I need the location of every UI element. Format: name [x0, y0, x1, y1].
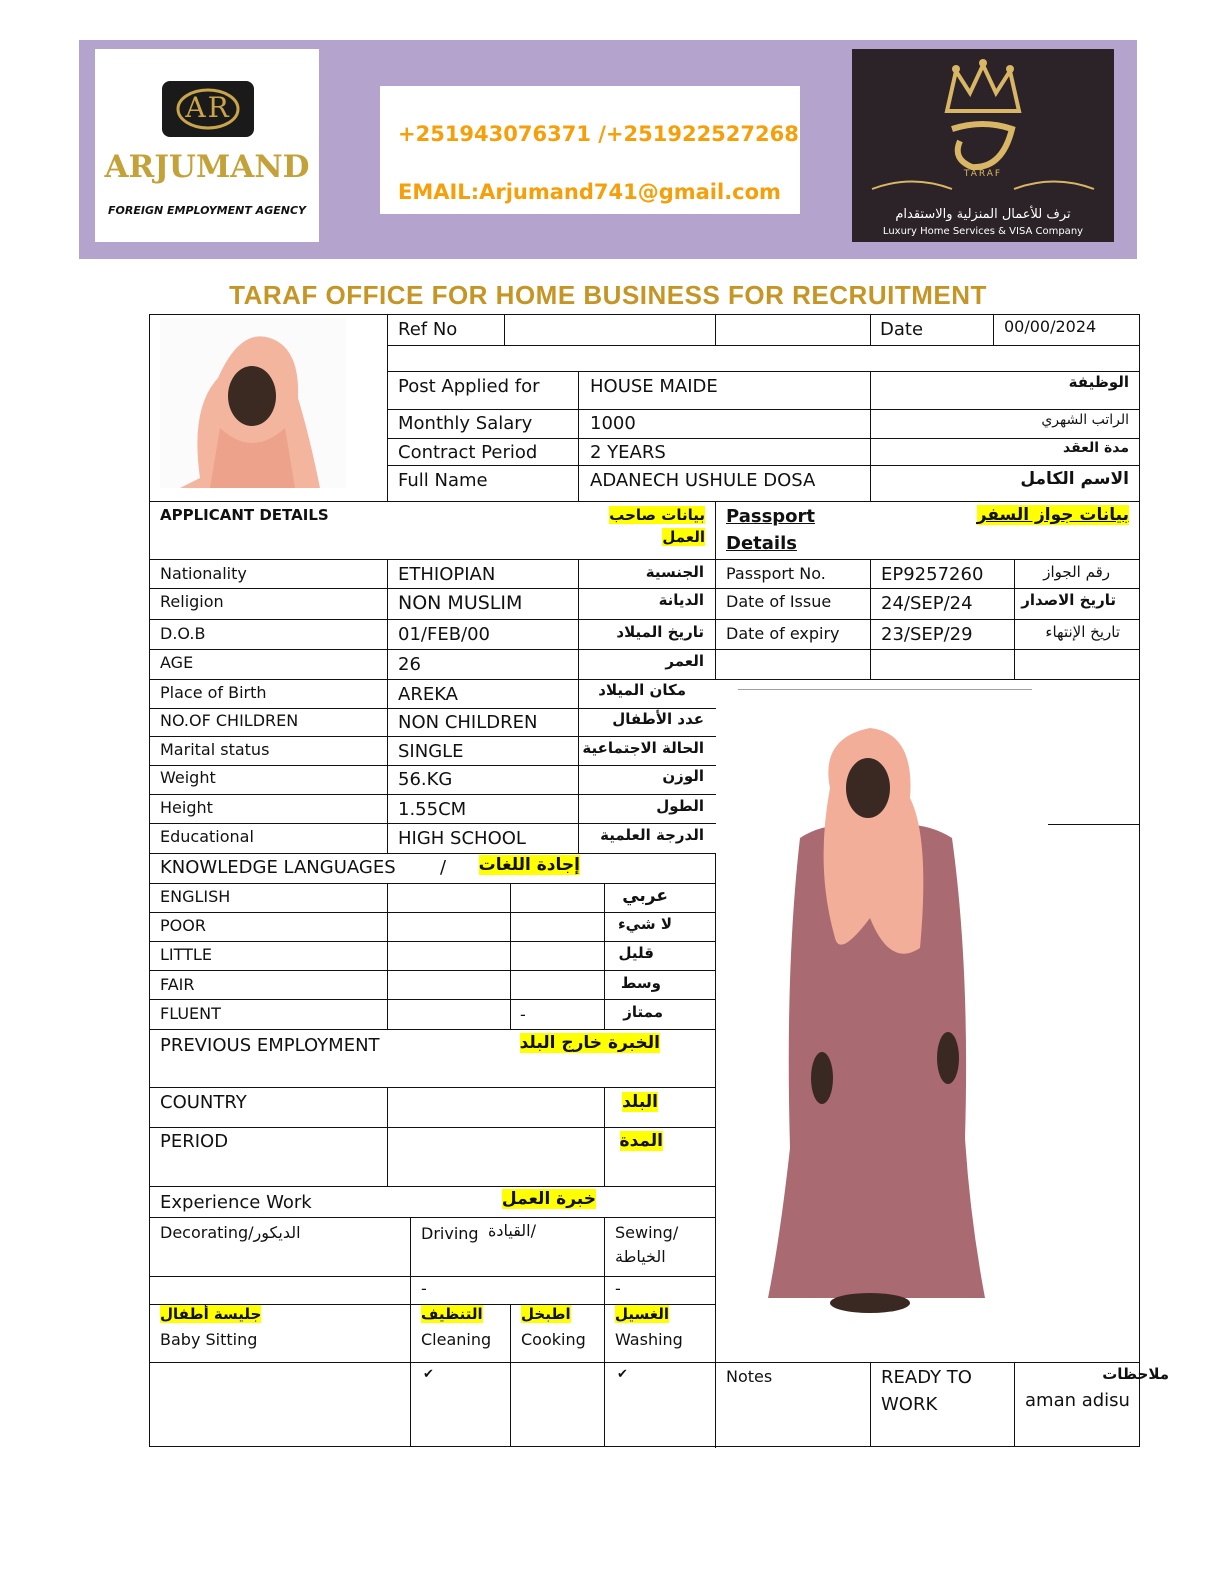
weight-value: 56.KG	[398, 769, 453, 790]
marital-label-ar: الحالة الاجتماعية	[582, 739, 704, 757]
age-label-ar: العمر	[665, 652, 704, 670]
children-label: NO.OF CHILDREN	[160, 711, 299, 730]
marital-label: Marital status	[160, 740, 270, 759]
post-label-ar: الوظيفة	[1068, 373, 1129, 391]
education-value: HIGH SCHOOL	[398, 828, 526, 849]
previous-employment-heading-ar: الخبرة خارج البلد	[519, 1033, 660, 1053]
education-label-ar: الدرجة العلمية	[600, 826, 704, 844]
lang-little-label: LITTLE	[160, 945, 212, 964]
notes-label: Notes	[726, 1367, 773, 1386]
applicant-details-heading: APPLICANT DETAILS	[160, 506, 329, 524]
passport-no-label: Passport No.	[726, 564, 826, 583]
expiry-date-value: 23/SEP/29	[881, 624, 973, 645]
birthplace-value: AREKA	[398, 684, 458, 705]
expiry-date-label: Date of expiry	[726, 624, 840, 643]
lang-fair-label: FAIR	[160, 975, 195, 994]
sewing-label: Sewing/	[615, 1223, 679, 1242]
notes-value-line2: WORK	[881, 1394, 938, 1415]
religion-label-ar: الديانة	[658, 591, 704, 609]
fullname-label: Full Name	[398, 470, 488, 491]
agency-name: ARJUMAND	[104, 149, 310, 185]
date-label: Date	[880, 319, 924, 340]
children-value: NON CHILDREN	[398, 712, 538, 733]
dob-value: 01/FEB/00	[398, 624, 491, 645]
notes-label-ar: ملاحظات	[1102, 1365, 1169, 1383]
driving-label-ar: /القيادة	[488, 1221, 537, 1240]
cooking-label-ar: اطبخل	[521, 1305, 571, 1323]
post-label: Post Applied for	[398, 376, 540, 397]
fullname-value: ADANECH USHULE DOSA	[590, 470, 816, 491]
driving-label: Driving	[421, 1224, 479, 1243]
salary-label-ar: الراتب الشهري	[1041, 412, 1129, 428]
languages-slash: /	[440, 857, 447, 878]
expiry-date-label-ar: تاريخ الإنتهاء	[1045, 623, 1120, 641]
fullname-label-ar: الاسم الكامل	[1020, 469, 1129, 489]
phone-numbers: +251943076371 /+251922527268	[398, 122, 799, 146]
issue-date-label-ar: تاريخ الاصدار	[1021, 591, 1116, 609]
marital-value: SINGLE	[398, 741, 464, 762]
lang-fair-label-ar: وسط	[620, 974, 661, 992]
cleaning-check-icon: ✔	[423, 1367, 434, 1382]
lang-fluent-label: FLUENT	[160, 1004, 221, 1023]
age-label: AGE	[160, 653, 194, 672]
experience-heading: Experience Work	[160, 1192, 312, 1213]
nationality-label: Nationality	[160, 564, 247, 583]
driving-mark: -	[421, 1279, 427, 1298]
applicant-headshot-photo	[160, 318, 346, 488]
religion-label: Religion	[160, 592, 224, 611]
email-address: EMAIL:Arjumand741@gmail.com	[398, 180, 781, 204]
period-label: PERIOD	[160, 1131, 229, 1152]
lang-arabic-label: عربي	[622, 886, 668, 906]
birthplace-label-ar: مكان الميلاد	[598, 681, 686, 699]
post-value: HOUSE MAIDE	[590, 376, 718, 397]
country-label: COUNTRY	[160, 1092, 247, 1113]
languages-heading: KNOWLEDGE LANGUAGES	[160, 857, 396, 878]
issue-date-value: 24/SEP/24	[881, 593, 973, 614]
contract-value: 2 YEARS	[590, 442, 666, 463]
agency-subtitle: FOREIGN EMPLOYMENT AGENCY	[108, 204, 306, 217]
passport-heading-line1: Passport	[726, 506, 816, 527]
children-label-ar: عدد الأطفال	[612, 710, 704, 728]
previous-employment-heading: PREVIOUS EMPLOYMENT	[160, 1035, 380, 1056]
baby-sitting-label-ar: جليسة أطفال	[160, 1305, 262, 1323]
salary-label: Monthly Salary	[398, 413, 533, 434]
salary-value: 1000	[590, 413, 636, 434]
washing-label-ar: الغسيل	[615, 1305, 670, 1323]
date-value: 00/00/2024	[1004, 317, 1097, 336]
passport-heading-line2: Details	[726, 533, 797, 554]
cleaning-label-ar: التنظيف	[421, 1305, 483, 1323]
notes-value-line1: READY TO	[881, 1367, 972, 1388]
applicant-fullbody-photo	[760, 718, 995, 1318]
education-label: Educational	[160, 827, 254, 846]
contract-label-ar: مدة العقد	[1062, 440, 1129, 456]
experience-heading-ar: خبرة العمل	[501, 1189, 596, 1209]
cooking-label: Cooking	[521, 1330, 586, 1349]
taraf-logo	[852, 49, 1114, 242]
dob-label-ar: تاريخ الميلاد	[616, 623, 704, 641]
sewing-mark: -	[615, 1279, 621, 1298]
height-label: Height	[160, 798, 213, 817]
passport-no-label-ar: رقم الجواز	[1043, 563, 1110, 581]
taraf-arabic-tagline: ترف للأعمال المنزلية والاستقدام	[895, 207, 1071, 222]
lang-poor-label-ar: لا شيء	[618, 915, 672, 933]
passport-no-value: EP9257260	[881, 564, 984, 585]
country-label-ar: البلد	[622, 1092, 658, 1112]
decorating-label: Decorating/الديكور	[160, 1223, 301, 1242]
logo-monogram: AR	[185, 91, 231, 124]
birthplace-label: Place of Birth	[160, 683, 267, 702]
page-title: TARAF OFFICE FOR HOME BUSINESS FOR RECRUITMENT	[229, 280, 987, 310]
lang-fluent-mark: -	[520, 1005, 526, 1024]
nationality-label-ar: الجنسية	[645, 563, 704, 581]
religion-value: NON MUSLIM	[398, 592, 523, 614]
passport-heading-ar: بيانات جواز السفر	[976, 505, 1129, 525]
lang-little-label-ar: قليل	[618, 944, 654, 962]
baby-sitting-label: Baby Sitting	[160, 1330, 258, 1349]
height-label-ar: الطول	[656, 797, 704, 815]
lang-english-label: ENGLISH	[160, 887, 231, 906]
age-value: 26	[398, 654, 421, 675]
arjumand-logo	[95, 49, 319, 242]
ref-no-label: Ref No	[398, 319, 458, 340]
taraf-logo-text: TARAF	[963, 169, 1003, 179]
height-value: 1.55CM	[398, 799, 467, 820]
lang-poor-label: POOR	[160, 916, 206, 935]
taraf-english-tagline: Luxury Home Services & VISA Company	[882, 226, 1084, 237]
agent-name: aman adisu	[1025, 1390, 1130, 1411]
period-label-ar: المدة	[619, 1131, 663, 1151]
lang-fluent-label-ar: ممتاز	[623, 1003, 663, 1021]
weight-label: Weight	[160, 768, 216, 787]
sewing-label-ar: الخياطة	[615, 1247, 666, 1266]
issue-date-label: Date of Issue	[726, 592, 832, 611]
languages-heading-ar: إجادة اللغات	[478, 855, 580, 875]
cleaning-label: Cleaning	[421, 1330, 492, 1349]
washing-check-icon: ✔	[617, 1367, 628, 1382]
applicant-details-heading-ar: بيانات صاحب العمل	[609, 506, 705, 546]
nationality-value: ETHIOPIAN	[398, 564, 496, 585]
dob-label: D.O.B	[160, 624, 206, 643]
contact-box	[380, 86, 800, 214]
contract-label: Contract Period	[398, 442, 538, 463]
washing-label: Washing	[615, 1330, 683, 1349]
weight-label-ar: الوزن	[662, 767, 704, 785]
